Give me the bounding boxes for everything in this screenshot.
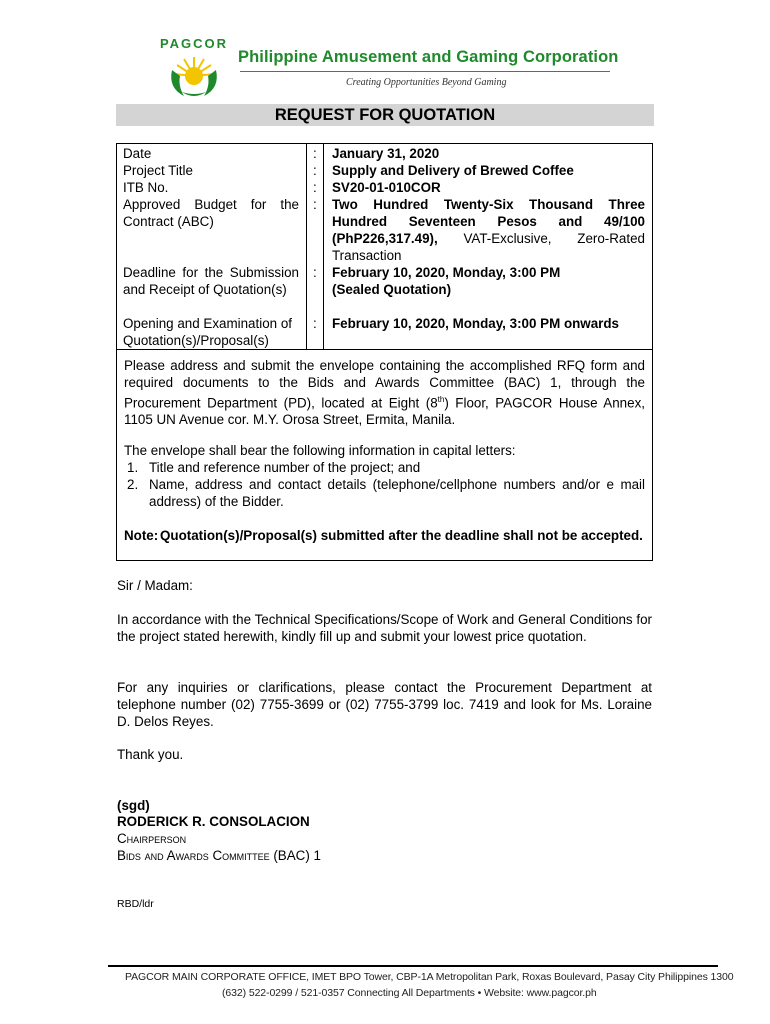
label-itb-no: ITB No.: [123, 180, 169, 195]
column-divider: [306, 144, 307, 349]
label-opening: Opening and Examination of Quotation(s)/Proposal(s): [123, 316, 292, 348]
label-project-title: Project Title: [123, 163, 193, 178]
footer-address: PAGCOR MAIN CORPORATE OFFICE, IMET BPO Tower, CBP-1A Metropolitan Park, Roxas Boulevard, Pasay City Philippines 1300: [125, 971, 734, 983]
value-date: January 31, 2020: [332, 146, 440, 161]
value-deadline: February 10, 2020, Monday, 3:00 PM: [332, 265, 561, 280]
value-itb-no: SV20-01-010COR: [332, 180, 441, 195]
pagcor-logo: [158, 30, 240, 100]
note-text: Quotation(s)/Proposal(s) submitted after the deadline shall not be accepted.: [160, 528, 643, 543]
envelope-item: Title and reference number of the project; and: [149, 460, 421, 475]
envelope-intro: The envelope shall bear the following information in capital letters:: [124, 443, 516, 458]
rfq-details-table: [116, 143, 653, 561]
organization-name: Philippine Amusement and Gaming Corporation: [238, 48, 619, 66]
document-title: REQUEST FOR QUOTATION: [274, 106, 496, 124]
abc-amount: Two Hundred Twenty-Six Thousand Three Hundred Seventeen Pesos and 49/100 (PhP226,317.49),: [332, 197, 645, 246]
paragraph-inquiries: For any inquiries or clarifications, please contact the Procurement Department at telephone number (02) 7755-3699 or (02) 7755-3799 loc. 7419 and look for Ms. Loraine D. Delos Reyes.: [117, 680, 652, 729]
value-project-title: Supply and Delivery of Brewed Coffee: [332, 163, 574, 178]
abc-tax-note: VAT-Exclusive, Zero-Rated Transaction: [332, 231, 645, 263]
signed-mark: (sgd): [117, 798, 150, 813]
closing: Thank you.: [117, 747, 184, 762]
colon: :: [313, 146, 317, 161]
value-opening: February 10, 2020, Monday, 3:00 PM onwards: [332, 316, 620, 331]
salutation: Sir / Madam:: [117, 578, 193, 593]
colon: :: [313, 265, 317, 280]
colon: :: [313, 180, 317, 195]
note-label: Note:: [124, 528, 159, 543]
logo-text: PAGCOR: [159, 36, 229, 51]
colon: :: [313, 163, 317, 178]
label-date: Date: [123, 146, 152, 161]
address-paragraph: Please address and submit the envelope containing the accomplished RFQ form and required documents to the Bids and Awards Committee (BAC) 1, through the Procurement Department (PD), located at Eight (8th) Floor, PAGCOR House Annex, 1105 UN Avenue cor. M.Y. Orosa Street, Ermita, Manila.: [124, 358, 645, 428]
row-divider: [117, 349, 652, 350]
title-bar: [116, 104, 654, 126]
value-abc: [332, 196, 645, 264]
footer-divider: [108, 965, 718, 967]
header-divider: [240, 71, 610, 72]
envelope-item-number: 2.: [127, 477, 139, 492]
signatory-position: Chairperson: [117, 831, 187, 846]
colon: :: [313, 197, 317, 212]
tagline: Creating Opportunities Beyond Gaming: [346, 77, 507, 88]
label-deadline: Deadline for the Submission and Receipt of Quotation(s): [123, 265, 299, 297]
paragraph-specifications: In accordance with the Technical Specifications/Scope of Work and General Conditions for the project stated herewith, kindly fill up and submit your lowest price quotation.: [117, 612, 652, 644]
envelope-item: Name, address and contact details (telephone/cellphone numbers and/or e mail address) of the Bidder.: [149, 477, 645, 509]
reference-initials: RBD/ldr: [117, 898, 154, 910]
footer-contact: (632) 522-0299 / 521-0357 Connecting All Departments • Website: www.pagcor.ph: [222, 987, 597, 999]
envelope-item-number: 1.: [127, 460, 139, 475]
signatory-name: RODERICK R. CONSOLACION: [117, 814, 310, 829]
value-deadline-note: (Sealed Quotation): [332, 282, 452, 297]
colon: :: [313, 316, 317, 331]
committee-name: Bids and Awards Committee (BAC) 1: [117, 848, 321, 863]
column-divider: [323, 144, 324, 349]
label-abc: Approved Budget for the Contract (ABC): [123, 197, 299, 229]
